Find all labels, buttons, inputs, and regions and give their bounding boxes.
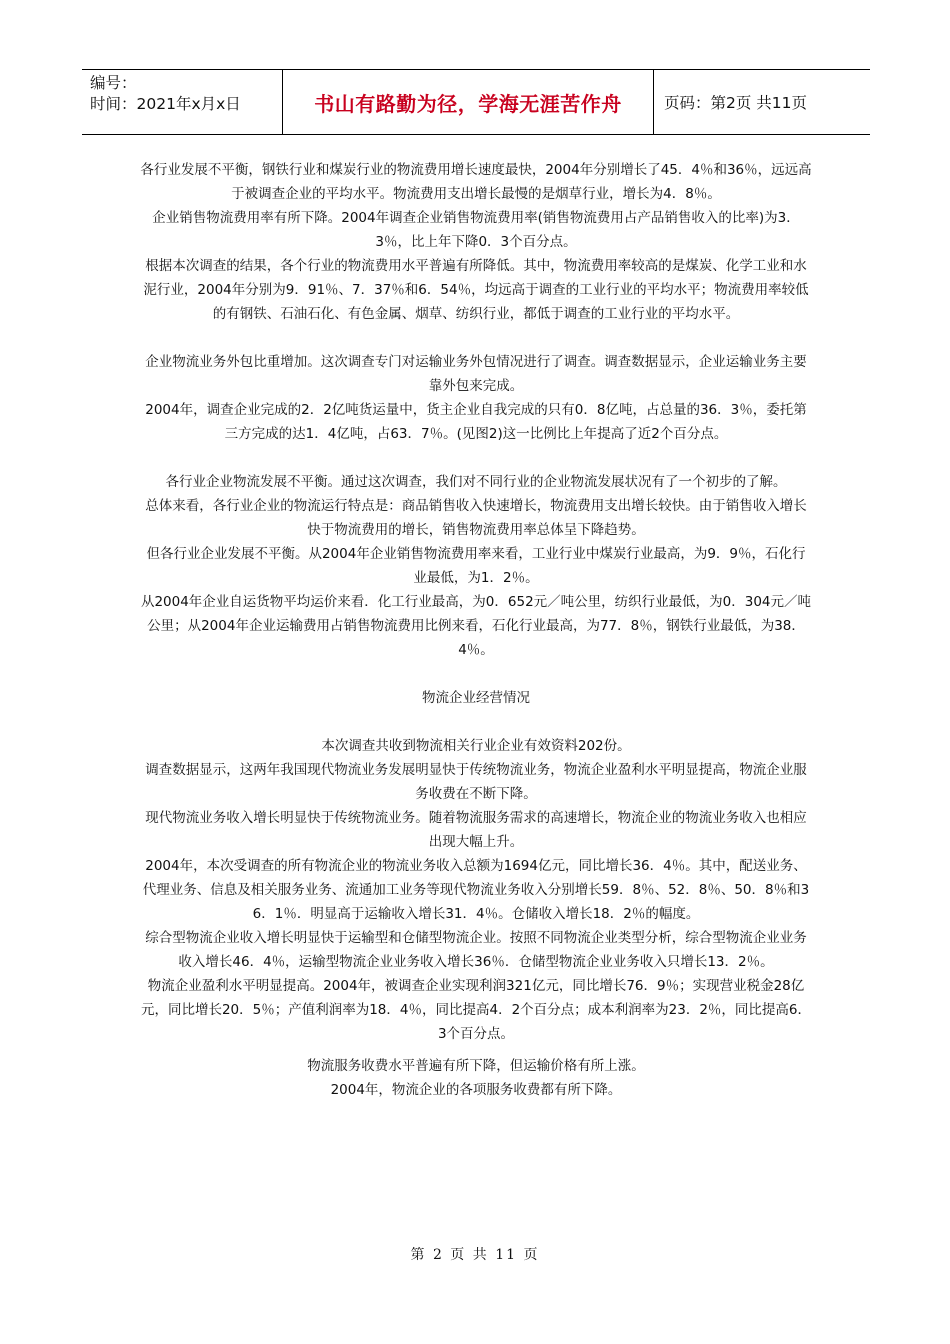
paragraph: 物流企业盈利水平明显提高。2004年，被调查企业实现利润321亿元，同比增长76．9％；实现营业税金28亿元，同比增长20．5％；产值利润率为18．4％，同比提高4．2个百分点；成本利润率为23．2％，同比提高6．3个百分点。 — [140, 978, 812, 1042]
paragraph: 2004年，本次受调查的所有物流企业的物流业务收入总额为1694亿元，同比增长36．4％。其中，配送业务、代理业务、信息及相关服务业务、流通加工业务等现代物流业务收入分别增长59．8％、52．8％、50．8％和36．1％．明显高于运输收入增长31．4％。仓储收入增长18．2％的幅度。 — [142, 858, 810, 922]
paragraph: 各行业发展不平衡，钢铁行业和煤炭行业的物流费用增长速度最快，2004年分别增长了45．4％和36％，远远高于被调查企业的平均水平。物流费用支出增长最慢的是烟草行业，增长为4．8％。 — [140, 162, 812, 202]
header-meta — [82, 70, 282, 134]
document-code-label: 编号： — [90, 74, 137, 92]
page-header — [82, 69, 870, 135]
section-heading: 物流企业经营情况 — [422, 690, 530, 706]
document-body — [140, 158, 812, 1102]
header-page-info: 页码：第2页 共11页 — [664, 94, 808, 112]
header-motto: 书山有路勤为径，学海无涯苦作舟 — [282, 70, 654, 134]
paragraph: 物流服务收费水平普遍有所下降，但运输价格有所上涨。 — [307, 1058, 645, 1074]
document-time-label: 时间：2021年x月x日 — [90, 95, 241, 113]
paragraph: 2004年，物流企业的各项服务收费都有所下降。 — [330, 1082, 622, 1098]
paragraph: 现代物流业务收入增长明显快于传统物流业务。随着物流服务需求的高速增长，物流企业的物流业务收入也相应出现大幅上升。 — [145, 810, 807, 850]
paragraph: 2004年，调查企业完成的2．2亿吨货运量中，货主企业自我完成的只有0．8亿吨，占总量的36．3％，委托第三方完成的达1．4亿吨，占63．7％。(见图2)这一比例比上年提高了近2个百分点。 — [145, 402, 807, 442]
paragraph: 但各行业企业发展不平衡。从2004年企业销售物流费用率来看，工业行业中煤炭行业最高，为9．9％，石化行业最低，为1．2％。 — [146, 546, 806, 586]
paragraph: 各行业企业物流发展不平衡。通过这次调查，我们对不同行业的企业物流发展状况有了一个初步的了解。 — [165, 474, 787, 490]
paragraph: 企业物流业务外包比重增加。这次调查专门对运输业务外包情况进行了调查。调查数据显示，企业运输业务主要靠外包来完成。 — [145, 354, 807, 394]
paragraph: 调查数据显示，这两年我国现代物流业务发展明显快于传统物流业务，物流企业盈利水平明显提高，物流企业服务收费在不断下降。 — [145, 762, 807, 802]
paragraph: 企业销售物流费用率有所下降。2004年调查企业销售物流费用率(销售物流费用占产品销售收入的比率)为3．3％，比上年下降0．3个百分点。 — [152, 210, 800, 250]
paragraph: 根据本次调查的结果，各个行业的物流费用水平普遍有所降低。其中，物流费用率较高的是煤炭、化学工业和水泥行业，2004年分别为9．91％、7．37％和6．54％，均远高于调查的工业行业的平均水平；物流费用率较低的有钢铁、石油石化、有色金属、烟草、纺织行业，都低于调查的工业行业的平均水平。 — [143, 258, 809, 322]
paragraph: 总体来看，各行业企业的物流运行特点是：商品销售收入快速增长，物流费用支出增长较快。由于销售收入增长快于物流费用的增长，销售物流费用率总体呈下降趋势。 — [145, 498, 807, 538]
page-footer: 第 2 页 共 11 页 — [410, 1247, 540, 1263]
paragraph: 综合型物流企业收入增长明显快于运输型和仓储型物流企业。按照不同物流企业类型分析，综合型物流企业业务收入增长46．4％，运输型物流企业业务收入增长36％．仓储型物流企业业务收入只增长13．2％。 — [145, 930, 807, 970]
paragraph: 从2004年企业自运货物平均运价来看．化工行业最高，为0．652元／吨公里，纺织行业最低，为0．304元／吨公里；从2004年企业运输费用占销售物流费用比例来看，石化行业最高，为77．8％，钢铁行业最低，为38．4％。 — [140, 594, 812, 658]
paragraph: 本次调查共收到物流相关行业企业有效资料202份。 — [321, 738, 631, 754]
